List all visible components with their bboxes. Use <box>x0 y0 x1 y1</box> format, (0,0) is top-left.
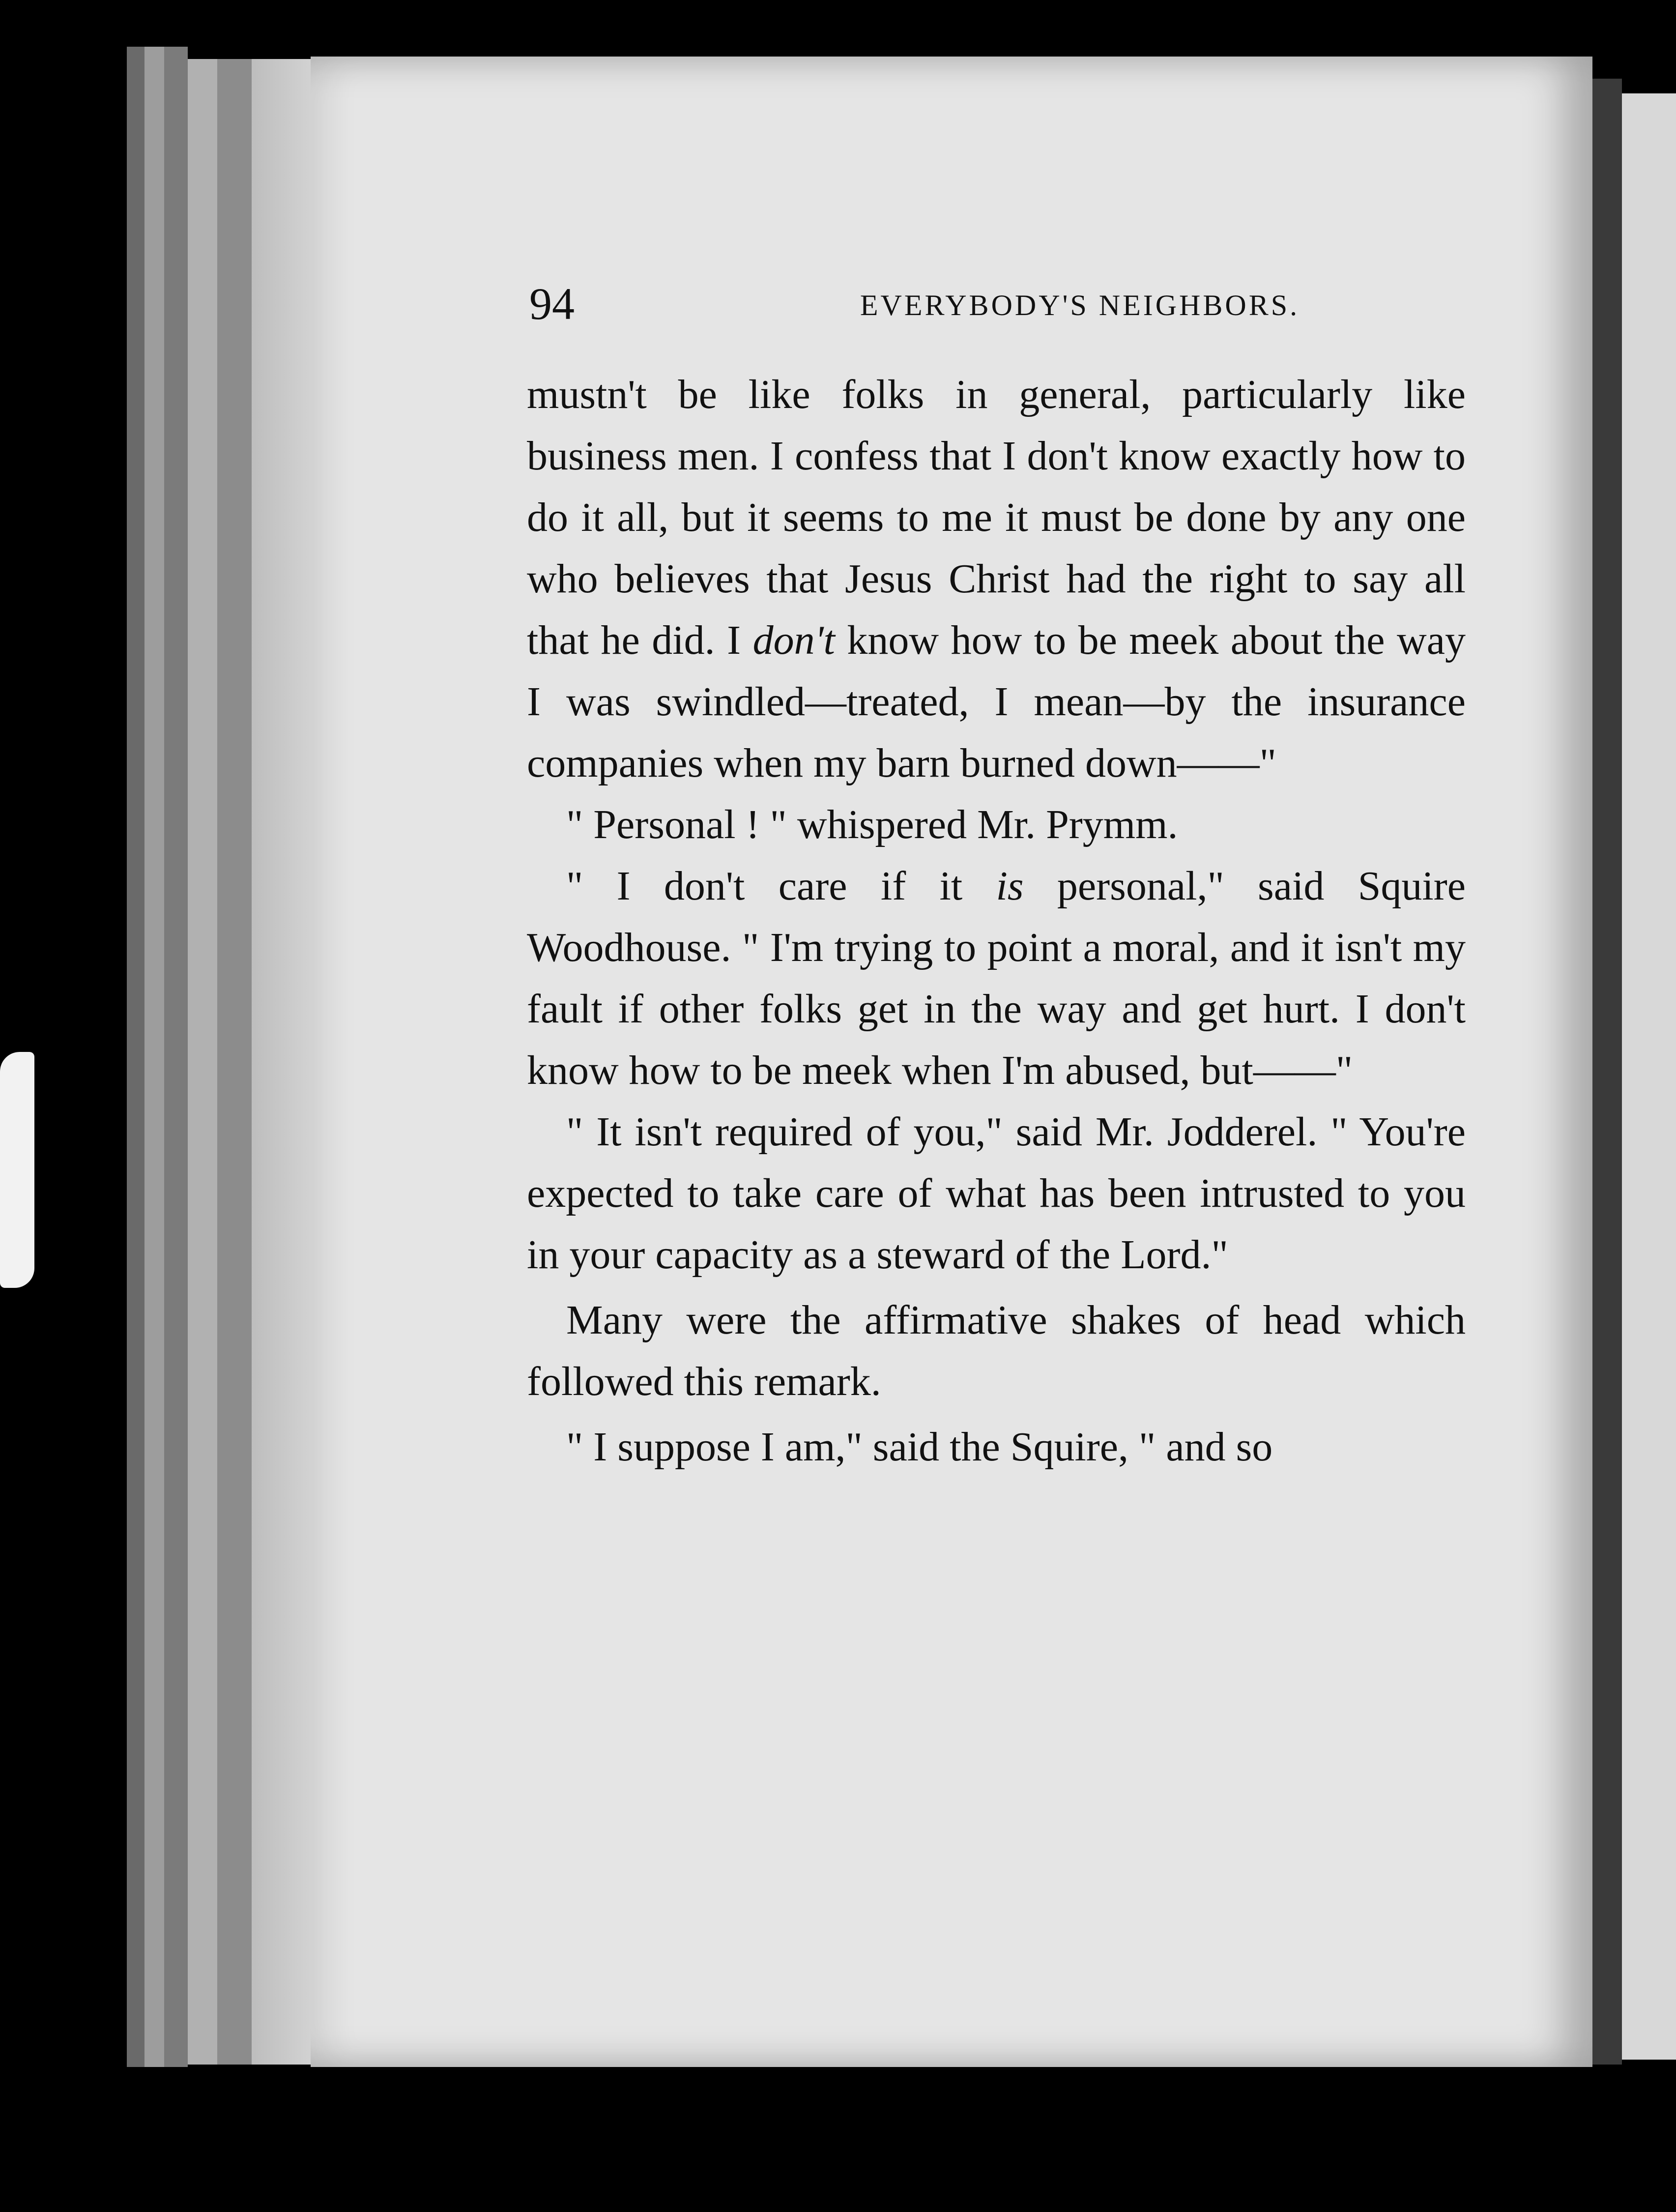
text-segment: " I don't care if it <box>566 863 963 909</box>
paragraph-6: " I suppose I am," said the Squire, " and so <box>566 1424 1273 1470</box>
page-text <box>527 364 1466 1478</box>
text-segment: personal," said Squire Woodhouse. " I'm trying to point a moral, and it isn't my fault if other folks get in the way and get hurt. I don't know how to be meek when I'm abused, but——" <box>527 863 1466 1093</box>
running-title: EVERYBODY'S NEIGHBORS. <box>860 289 1300 321</box>
book-edge <box>164 47 188 2067</box>
italic-text: is <box>996 863 1024 909</box>
paragraph-4: " It isn't required of you," said Mr. Jodderel. " You're expected to take care of what has been intrusted to you in your capacity as a steward of the Lord." <box>527 1109 1466 1278</box>
paragraph-2: " Personal ! " whispered Mr. Prymm. <box>566 802 1178 847</box>
italic-text: don't <box>752 617 835 663</box>
text-segment: mustn't be like folks in general, particularly like business men. I confess that I don't know exactly how to do it all, but it seems to me it must be done by any one who believes that Jesus Christ had the right to say all that he did. I <box>527 372 1466 663</box>
next-page-edge <box>1622 93 1676 2060</box>
text-segment: know how to be meek about the way I was swindled—treated, I mean—by the insurance companies when my barn burned down——" <box>527 617 1466 786</box>
page-number: 94 <box>529 279 575 329</box>
page-gutter <box>1592 79 1622 2065</box>
book-edge <box>144 47 164 2067</box>
book-page <box>311 57 1592 2067</box>
paragraph-3 <box>527 855 1466 1101</box>
scan-artifact <box>0 1052 34 1288</box>
book-edge <box>252 59 311 2065</box>
paragraph-1 <box>527 364 1466 794</box>
book-edge <box>217 59 252 2065</box>
book-edge <box>188 59 217 2065</box>
page-header <box>529 278 1561 351</box>
book-edge <box>127 47 144 2067</box>
paragraph-5: Many were the affirmative shakes of head which followed this remark. <box>527 1297 1466 1404</box>
